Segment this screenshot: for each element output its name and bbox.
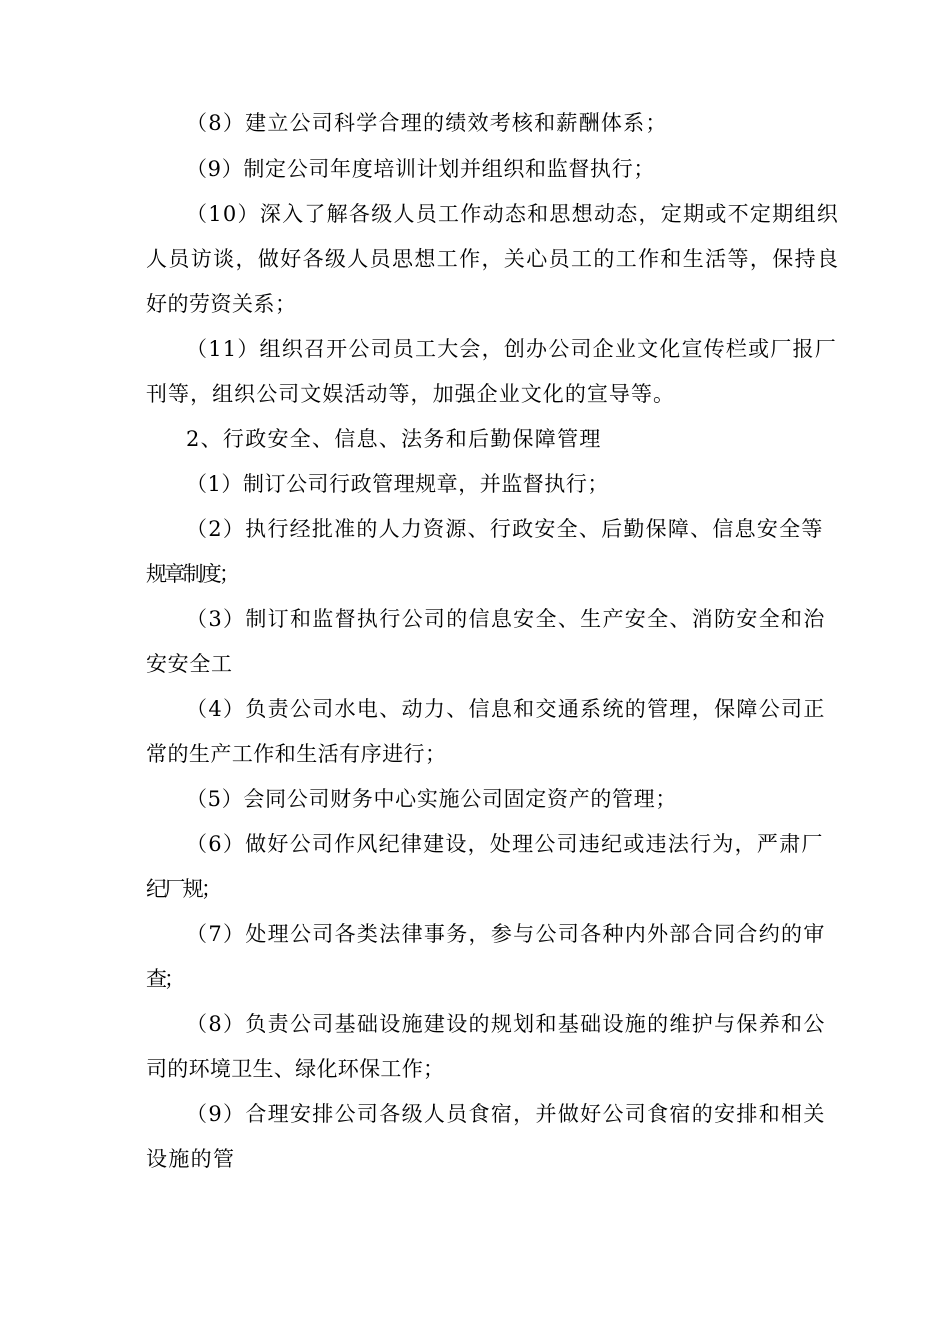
paragraph-line: （2）执行经批准的人力资源、行政安全、后勤保障、信息安全等 — [186, 517, 824, 541]
paragraph-line: （11）组织召开公司员工大会，创办公司企业文化宣传栏或厂报厂 — [186, 337, 837, 361]
paragraph-line: 常的生产工作和生活有序进行； — [146, 742, 447, 766]
paragraph-line: （5）会同公司财务中心实施公司固定资产的管理； — [186, 787, 678, 811]
section-heading: 2、行政安全、信息、法务和后勤保障管理 — [186, 427, 602, 451]
paragraph-line: （9）合理安排公司各级人员食宿，并做好公司食宿的安排和相关 — [186, 1102, 826, 1126]
paragraph-line: （9）制定公司年度培训计划并组织和监督执行； — [186, 157, 656, 181]
paragraph-line: （8）负责公司基础设施建设的规划和基础设施的维护与保养和公 — [186, 1012, 826, 1036]
paragraph-line: 好的劳资关系； — [146, 292, 297, 316]
paragraph-line: （7）处理公司各类法律事务，参与公司各种内外部合同合约的审 — [186, 922, 826, 946]
paragraph-line: （6）做好公司作风纪律建设，处理公司违纪或违法行为，严肃厂 — [186, 832, 824, 856]
paragraph-line: 规章制度； — [146, 562, 238, 586]
paragraph-line: （10）深入了解各级人员工作动态和思想动态，定期或不定期组织 — [186, 202, 839, 226]
paragraph-line: （3）制订和监督执行公司的信息安全、生产安全、消防安全和治 — [186, 607, 826, 631]
paragraph-line: 司的环境卫生、绿化环保工作； — [146, 1057, 445, 1081]
paragraph-line: 纪厂规； — [146, 877, 220, 901]
paragraph-line: 人员访谈，做好各级人员思想工作，关心员工的工作和生活等，保持良 — [146, 247, 840, 271]
paragraph-line: 刊等，组织公司文娱活动等，加强企业文化的宣导等。 — [146, 382, 676, 406]
paragraph-line: （4）负责公司水电、动力、信息和交通系统的管理，保障公司正 — [186, 697, 826, 721]
paragraph-line: 安安全工 — [146, 652, 233, 676]
paragraph-line: 设施的管 — [146, 1147, 236, 1171]
paragraph-line: （1）制订公司行政管理规章，并监督执行； — [186, 472, 609, 496]
paragraph-line: 查； — [146, 967, 182, 991]
paragraph-line: （8）建立公司科学合理的绩效考核和薪酬体系； — [186, 111, 668, 135]
